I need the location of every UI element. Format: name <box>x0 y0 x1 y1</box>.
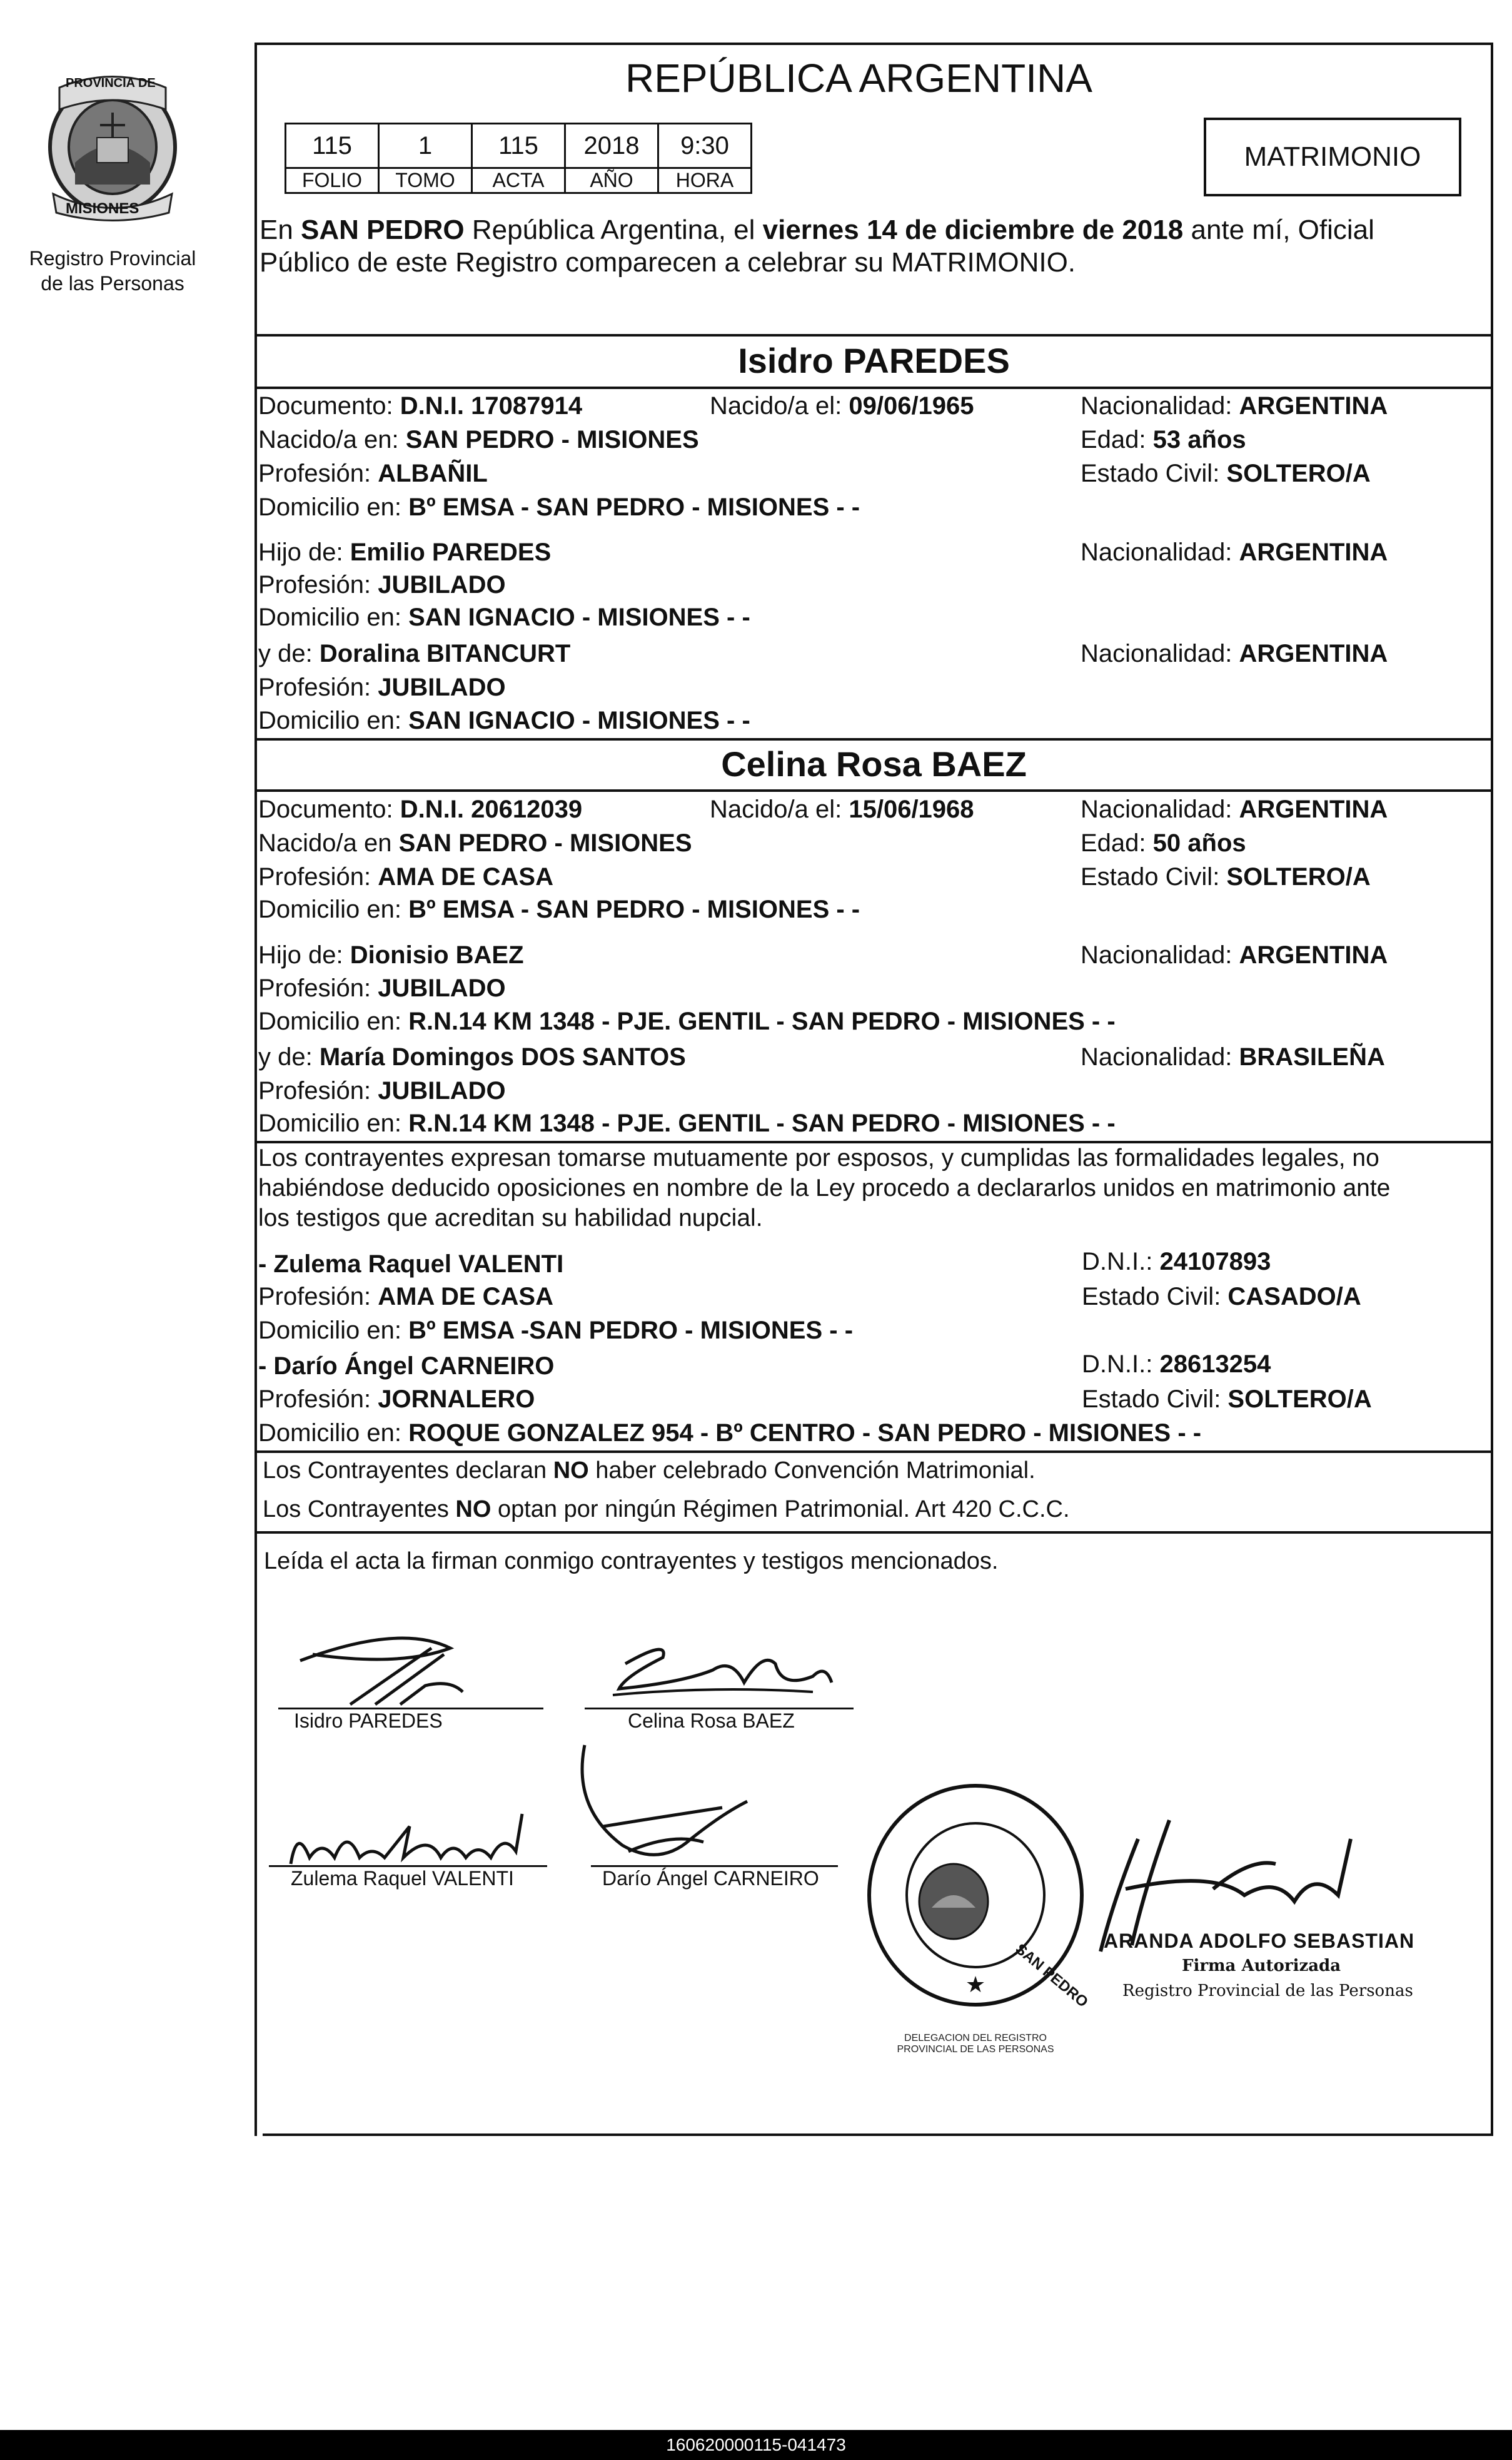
official-office: Registro Provincial de las Personas <box>1122 1982 1413 2000</box>
bride-born-date: Nacido/a el: 15/06/1968 <box>710 796 974 823</box>
declaration-line-2: habiéndose deducido oposiciones en nombre de la Ley procedo a declararlos unidos en matrimonio ante <box>258 1175 1391 1202</box>
svg-text:★: ★ <box>965 1972 986 1998</box>
logo-caption-2: de las Personas <box>41 272 184 295</box>
folio-label: FOLIO <box>286 168 379 193</box>
bride-father-dom: Domicilio en: R.N.14 KM 1348 - PJE. GENTIL - SAN PEDRO - MISIONES - - <box>258 1008 1116 1035</box>
groom-civil: Estado Civil: SOLTERO/A <box>1081 460 1371 487</box>
stamp-inner-text: SAN PEDRO <box>1012 1940 1091 2011</box>
groom-mother-prof: Profesión: JUBILADO <box>258 674 506 701</box>
witness-2-dom: Domicilio en: ROQUE GONZALEZ 954 - Bº CENTRO - SAN PEDRO - MISIONES - - <box>258 1419 1202 1447</box>
tomo-value: 1 <box>379 124 472 168</box>
acta-value: 115 <box>472 124 565 168</box>
declaration-line-3: los testigos que acreditan su habilidad nupcial. <box>258 1205 763 1232</box>
witness-2-dni: D.N.I.: 28613254 <box>1082 1350 1271 1378</box>
bride-civil: Estado Civil: SOLTERO/A <box>1081 863 1371 891</box>
bride-age: Edad: 50 años <box>1081 829 1246 857</box>
bride-nat: Nacionalidad: ARGENTINA <box>1081 796 1388 823</box>
bride-signature <box>588 1632 857 1714</box>
witness-1-name: - Zulema Raquel VALENTI <box>258 1250 564 1278</box>
groom-signature <box>275 1611 550 1723</box>
bride-name: Celina Rosa BAEZ <box>721 744 1027 784</box>
year-value: 2018 <box>565 124 658 168</box>
bride-signature-caption: Celina Rosa BAEZ <box>628 1709 795 1732</box>
bride-mother-nat: Nacionalidad: BRASILEÑA <box>1081 1043 1385 1071</box>
seal-text-bottom: MISIONES <box>66 200 139 217</box>
groom-father-prof: Profesión: JUBILADO <box>258 571 506 599</box>
groom-mother-nat: Nacionalidad: ARGENTINA <box>1081 640 1388 667</box>
witness-1-signature-caption: Zulema Raquel VALENTI <box>291 1867 514 1890</box>
groom-nat: Nacionalidad: ARGENTINA <box>1081 392 1388 420</box>
frame-top <box>255 43 1493 45</box>
logo-caption-1: Registro Provincial <box>29 247 196 270</box>
groom-name: Isidro PAREDES <box>738 341 1010 380</box>
tomo-label: TOMO <box>379 168 472 193</box>
bride-father-nat: Nacionalidad: ARGENTINA <box>1081 941 1388 969</box>
groom-signature-caption: Isidro PAREDES <box>294 1709 443 1732</box>
bride-born-in: Nacido/a en SAN PEDRO - MISIONES <box>258 829 692 857</box>
folio-value: 115 <box>286 124 379 168</box>
act-type: MATRIMONIO <box>1244 141 1421 172</box>
declaration-line-1: Los contrayentes expresan tomarse mutuamente por esposos, y cumplidas las formalidades legales, no <box>258 1145 1379 1172</box>
bride-father-prof: Profesión: JUBILADO <box>258 974 506 1002</box>
groom-dom: Domicilio en: Bº EMSA - SAN PEDRO - MISIONES - - <box>258 494 860 521</box>
witness-2-civil: Estado Civil: SOLTERO/A <box>1082 1385 1372 1413</box>
witness-2-name: - Darío Ángel CARNEIRO <box>258 1352 555 1380</box>
groom-father-dom: Domicilio en: SAN IGNACIO - MISIONES - - <box>258 604 750 631</box>
bride-doc: Documento: D.N.I. 20612039 <box>258 796 583 823</box>
groom-mother: y de: Doralina BITANCURT <box>258 640 571 667</box>
groom-doc: Documento: D.N.I. 17087914 <box>258 392 583 420</box>
bride-prof: Profesión: AMA DE CASA <box>258 863 553 891</box>
groom-born-date: Nacido/a el: 09/06/1965 <box>710 392 974 420</box>
bride-mother-dom: Domicilio en: R.N.14 KM 1348 - PJE. GENTIL - SAN PEDRO - MISIONES - - <box>258 1110 1116 1137</box>
closing-text: Leída el acta la firman conmigo contrayentes y testigos mencionados. <box>264 1548 999 1574</box>
hour-label: HORA <box>658 168 752 193</box>
witness-2-prof: Profesión: JORNALERO <box>258 1385 535 1413</box>
bride-father: Hijo de: Dionisio BAEZ <box>258 941 524 969</box>
bride-dom: Domicilio en: Bº EMSA - SAN PEDRO - MISIONES - - <box>258 896 860 923</box>
convention-line-2: Los Contrayentes NO optan por ningún Régimen Patrimonial. Art 420 C.C.C. <box>263 1496 1070 1522</box>
official-role: Firma Autorizada <box>1182 1956 1341 1975</box>
official-name: ARANDA ADOLFO SEBASTIAN <box>1104 1930 1415 1952</box>
divider-bride-top <box>255 738 1493 741</box>
witness-1-prof: Profesión: AMA DE CASA <box>258 1283 553 1310</box>
intro-line-2: Público de este Registro comparecen a celebrar su MATRIMONIO. <box>260 247 1076 278</box>
groom-born-in: Nacido/a en: SAN PEDRO - MISIONES <box>258 426 699 453</box>
seal-text-top: PROVINCIA DE <box>66 76 156 90</box>
groom-father-nat: Nacionalidad: ARGENTINA <box>1081 539 1388 566</box>
stamp-ring-text: DELEGACION DEL REGISTRO PROVINCIAL DE LAS PERSONAS <box>897 2033 1054 2055</box>
witness-2-signature-caption: Darío Ángel CARNEIRO <box>602 1867 819 1890</box>
groom-father: Hijo de: Emilio PAREDES <box>258 539 552 566</box>
groom-mother-dom: Domicilio en: SAN IGNACIO - MISIONES - - <box>258 707 750 734</box>
bride-mother: y de: María Domingos DOS SANTOS <box>258 1043 686 1071</box>
divider-convention <box>255 1450 1493 1453</box>
witness-1-dom: Domicilio en: Bº EMSA -SAN PEDRO - MISIONES - - <box>258 1317 854 1344</box>
divider-groom-top <box>255 334 1493 337</box>
divider-groom-name <box>255 387 1493 389</box>
year-label: AÑO <box>565 168 658 193</box>
groom-age: Edad: 53 años <box>1081 426 1246 453</box>
groom-prof: Profesión: ALBAÑIL <box>258 460 488 487</box>
registry-table <box>285 123 752 194</box>
document-barcode-code: 160620000115-041473 <box>0 2430 1512 2460</box>
divider-closing <box>255 1531 1493 1534</box>
frame-bottom <box>263 2134 1493 2136</box>
bride-mother-prof: Profesión: JUBILADO <box>258 1077 506 1105</box>
witness-1-civil: Estado Civil: CASADO/A <box>1082 1283 1361 1310</box>
page-title: REPÚBLICA ARGENTINA <box>625 56 1092 101</box>
act-type-box <box>1204 118 1461 196</box>
witness-1-dni: D.N.I.: 24107893 <box>1082 1248 1271 1275</box>
hour-value: 9:30 <box>658 124 752 168</box>
intro-line-1: En SAN PEDRO República Argentina, el viernes 14 de diciembre de 2018 ante mí, Oficial <box>260 215 1374 245</box>
acta-label: ACTA <box>472 168 565 193</box>
convention-line-1: Los Contrayentes declaran NO haber celebrado Convención Matrimonial. <box>263 1457 1036 1484</box>
divider-bride-name <box>255 789 1493 792</box>
